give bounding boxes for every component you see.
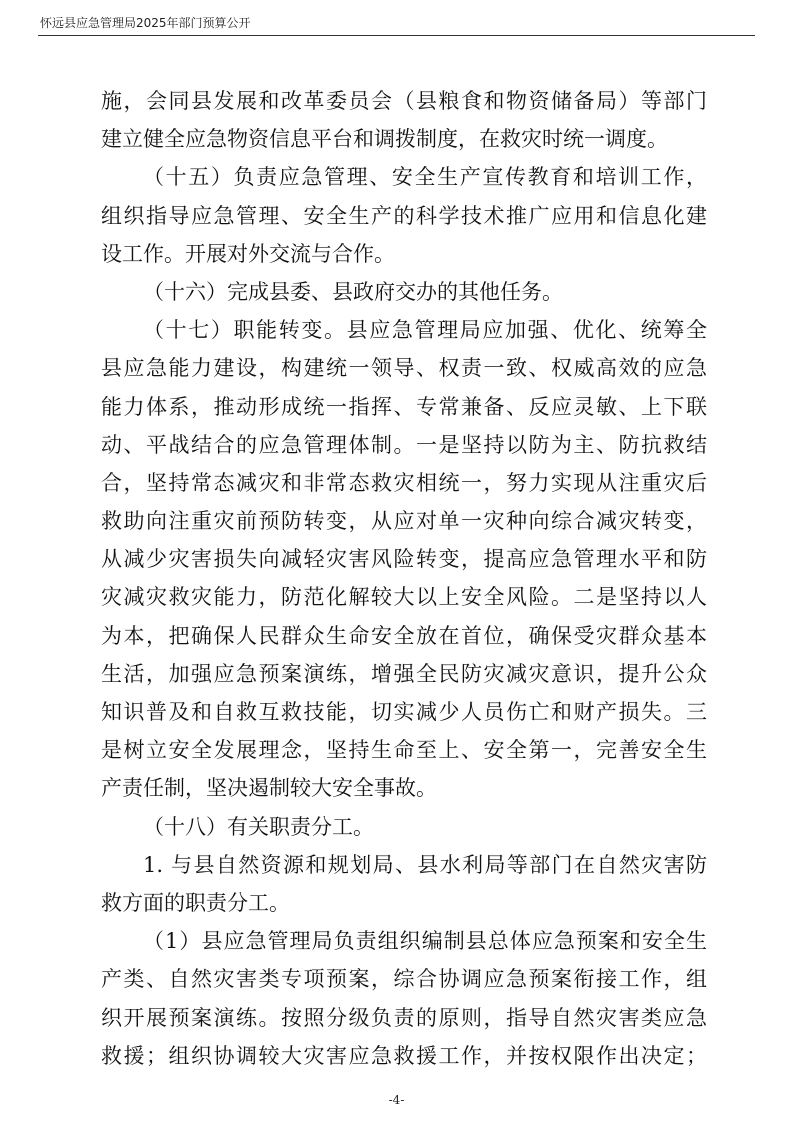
- paragraph-line: 知识普及和自救互救技能，切实减少人员伤亡和财产损失。三: [101, 700, 707, 724]
- paragraph-line: 灾减灾救灾能力，防范化解较大以上安全风险。二是坚持以人: [101, 585, 707, 610]
- paragraph-line: 施，会同县发展和改革委员会（县粮食和物资储备局）等部门: [101, 89, 707, 113]
- paragraph-line: 合，坚持常态减灾和非常态救灾相统一，努力实现从注重灾后: [101, 470, 707, 495]
- paragraph-line: 救援；组织协调较大灾害应急救援工作，并按权限作出决定；: [101, 1043, 707, 1068]
- paragraph-line: 县应急能力建设，构建统一领导、权责一致、权威高效的应急: [101, 356, 707, 381]
- paragraph-line: 动、平战结合的应急管理体制。一是坚持以防为主、防抗救结: [101, 432, 707, 457]
- paragraph-line: 生活，加强应急预案演练，增强全民防灾减灾意识，提升公众: [101, 661, 707, 686]
- paragraph-line: 为本，把确保人民群众生命安全放在首位，确保受灾群众基本: [101, 623, 707, 648]
- paragraph-line: 救助向注重灾前预防转变，从应对单一灾种向综合减灾转变，: [101, 509, 707, 534]
- paragraph-line: 能力体系，推动形成统一指挥、专常兼备、反应灵敏、上下联: [101, 394, 707, 419]
- paragraph-line: 建立健全应急物资信息平台和调拨制度，在救灾时统一调度。: [101, 127, 668, 152]
- paragraph-line: 救方面的职责分工。: [101, 890, 290, 915]
- document-body: [101, 82, 707, 1075]
- paragraph-line: 产责任制，坚决遏制较大安全事故。: [101, 776, 437, 801]
- paragraph-line: （1）县应急管理局负责组织编制县总体应急预案和安全生: [143, 929, 707, 954]
- paragraph-line: 1. 与县自然资源和规划局、县水利局等部门在自然灾害防: [143, 852, 707, 877]
- paragraph-line: 产类、自然灾害类专项预案，综合协调应急预案衔接工作，组: [101, 967, 707, 992]
- paragraph-line: （十八）有关职责分工。: [143, 814, 374, 839]
- paragraph-line: 组织指导应急管理、安全生产的科学技术推广应用和信息化建: [101, 203, 707, 228]
- paragraph-line: 从减少灾害损失向减轻灾害风险转变，提高应急管理水平和防: [101, 547, 707, 572]
- paragraph-line: （十七）职能转变。县应急管理局应加强、优化、统筹全: [143, 318, 707, 343]
- paragraph-line: 设工作。开展对外交流与合作。: [101, 241, 395, 266]
- document-header: 怀远县应急管理局2025年部门预算公开: [40, 16, 251, 30]
- paragraph-line: （十五）负责应急管理、安全生产宣传教育和培训工作，: [143, 165, 707, 190]
- paragraph-line: 是树立安全发展理念，坚持生命至上、安全第一，完善安全生: [101, 738, 707, 763]
- paragraph-line: （十六）完成县委、县政府交办的其他任务。: [143, 279, 563, 304]
- page-number: -4-: [388, 1093, 405, 1107]
- paragraph-line: 织开展预案演练。按照分级负责的原则，指导自然灾害类应急: [101, 1005, 707, 1030]
- header-divider: [38, 35, 755, 36]
